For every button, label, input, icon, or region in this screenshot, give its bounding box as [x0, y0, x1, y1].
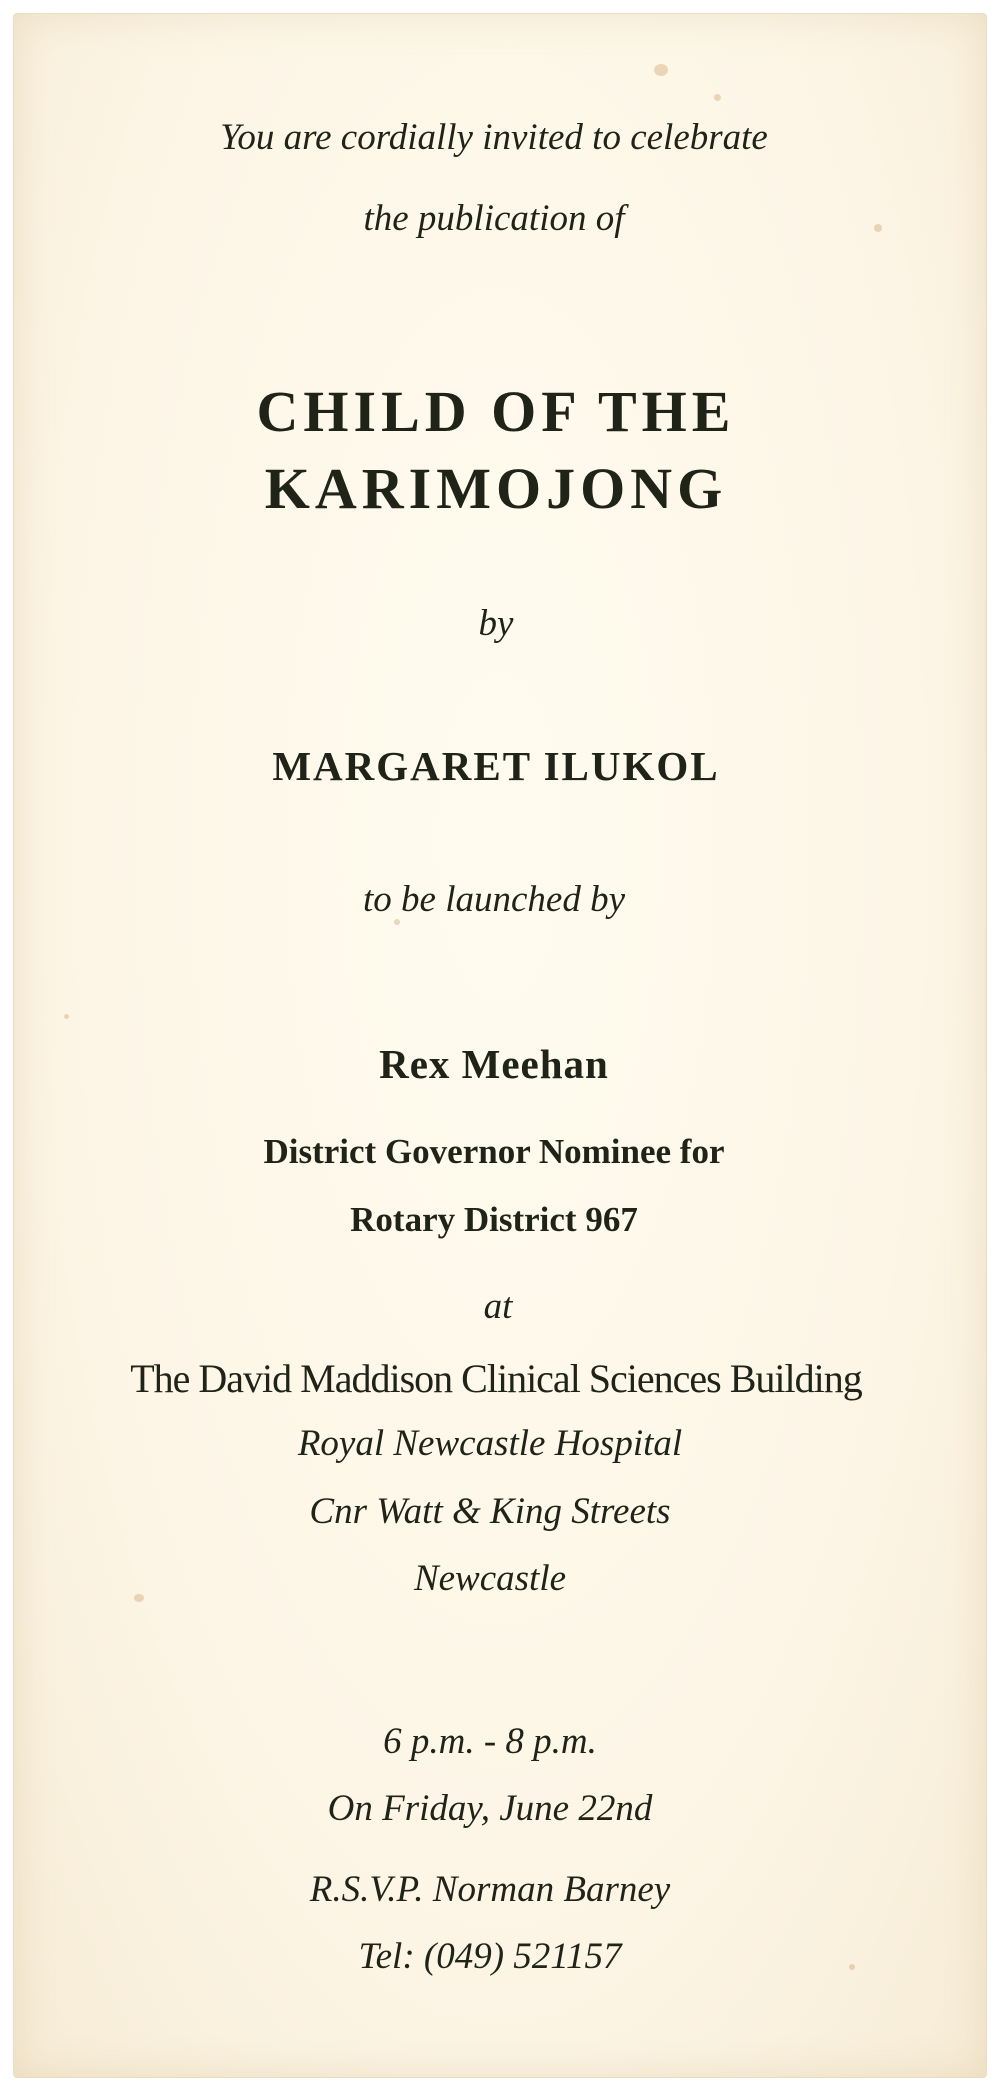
rsvp-phone: Tel: (049) 521157 [358, 1936, 622, 1977]
launcher-name: Rex Meehan [379, 1041, 609, 1087]
by-label: by [478, 603, 514, 644]
rsvp-contact: R.S.V.P. Norman Barney [309, 1869, 671, 1910]
launcher-title-line-2: Rotary District 967 [350, 1200, 638, 1239]
venue-city: Newcastle [413, 1558, 567, 1599]
venue-hospital: Royal Newcastle Hospital [297, 1423, 683, 1464]
author-name: MARGARET ILUKOL [272, 743, 720, 789]
paper-speck [714, 94, 721, 101]
event-date: On Friday, June 22nd [327, 1788, 653, 1829]
launched-by-label: to be launched by [363, 879, 625, 920]
intro-line-2: the publication of [363, 198, 625, 239]
book-title-line-2: KARIMOJONG [264, 456, 728, 521]
venue-address: Cnr Watt & King Streets [309, 1491, 671, 1532]
venue-building: The David Maddison Clinical Sciences Building [130, 1356, 862, 1401]
launcher-title-line-1: District Governor Nominee for [263, 1132, 725, 1171]
event-time: 6 p.m. - 8 p.m. [383, 1721, 597, 1762]
book-title-line-1: CHILD OF THE [256, 379, 736, 444]
paper-speck [654, 64, 668, 76]
at-label: at [483, 1286, 513, 1327]
intro-line-1: You are cordially invited to celebrate [220, 117, 768, 158]
paper-speck [64, 1014, 69, 1019]
